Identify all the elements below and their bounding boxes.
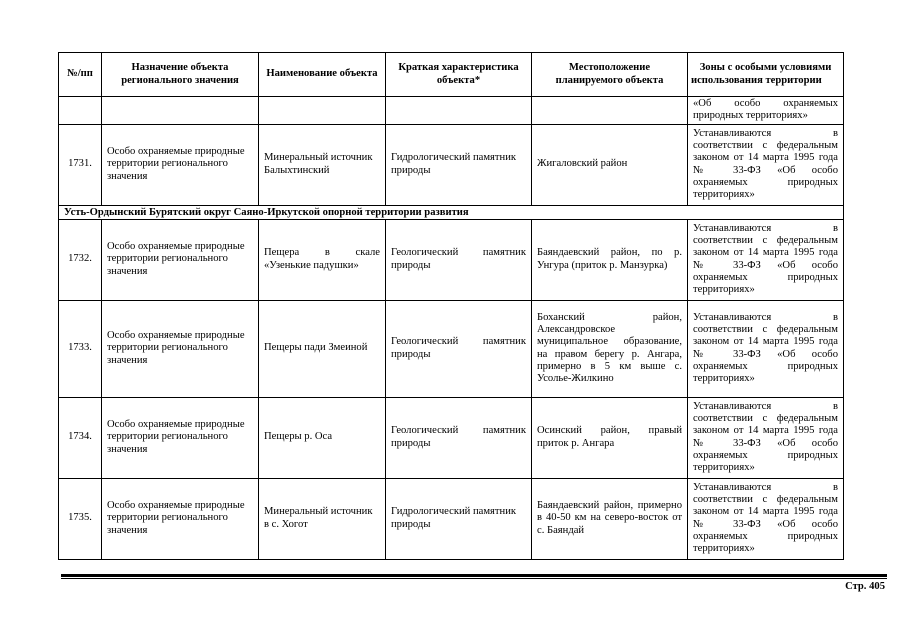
header-purpose: Назначение объекта регионального значения	[102, 53, 259, 97]
header-zones: Зоны с особыми условиями использования территории	[688, 53, 844, 97]
table-row	[59, 124, 844, 205]
cell-num: 1733.	[59, 300, 102, 397]
header-num: №/пп	[59, 53, 102, 97]
cell-location: Баяндаевский район, примерно в 40-50 км на северо-восток от с. Баяндай	[532, 478, 688, 559]
cell-characteristic: Геологический памятник природы	[386, 219, 532, 300]
cell-zone: Устанавливаются в соответствии с федеральным законом от 14 марта 1995 года № 33-ФЗ «Об особо охраняемых природных территориях»	[688, 478, 844, 559]
cell-purpose: Особо охраняемые природные территории регионального значения	[102, 478, 259, 559]
footer-rule-thin	[61, 578, 887, 579]
cell-name: Минеральный источник в с. Хогот	[259, 478, 386, 559]
cell-num: 1732.	[59, 219, 102, 300]
table-row	[59, 219, 844, 300]
cell-purpose: Особо охраняемые природные территории регионального значения	[102, 124, 259, 205]
cell-zone: Устанавливаются в соответствии с федеральным законом от 14 марта 1995 года № 33-ФЗ «Об особо охраняемых природных территориях»	[688, 219, 844, 300]
cell-name: Пещеры р. Оса	[259, 397, 386, 478]
table-row-continuation	[59, 97, 844, 125]
table-row	[59, 300, 844, 397]
cell-name: Пещера в скале «Узенькие падушки»	[259, 219, 386, 300]
cell-num: 1731.	[59, 124, 102, 205]
region-row	[59, 205, 844, 219]
cell-empty	[259, 97, 386, 125]
cell-zone: Устанавливаются в соответствии с федеральным законом от 14 марта 1995 года № 33-ФЗ «Об особо охраняемых природных территориях»	[688, 397, 844, 478]
cell-location: Баяндаевский район, по р. Унгура (приток р. Манзурка)	[532, 219, 688, 300]
cell-purpose: Особо охраняемые природные территории регионального значения	[102, 219, 259, 300]
cell-purpose: Особо охраняемые природные территории регионального значения	[102, 300, 259, 397]
footer-rule-thick	[61, 574, 887, 577]
page-number: Стр. 405	[845, 581, 885, 592]
cell-empty	[386, 97, 532, 125]
cell-characteristic: Геологический памятник природы	[386, 300, 532, 397]
table-row	[59, 397, 844, 478]
header-location: Местоположение планируемого объекта	[532, 53, 688, 97]
cell-characteristic: Гидрологический памятник природы	[386, 478, 532, 559]
table-header-row	[59, 53, 844, 97]
cell-purpose: Особо охраняемые природные территории регионального значения	[102, 397, 259, 478]
cell-zone: Устанавливаются в соответствии с федеральным законом от 14 марта 1995 года № 33-ФЗ «Об особо охраняемых природных территориях»	[688, 124, 844, 205]
region-heading: Усть-Ордынский Бурятский округ Саяно-Иркутской опорной территории развития	[59, 205, 844, 219]
cell-empty	[532, 97, 688, 125]
table-row	[59, 478, 844, 559]
cell-zone: «Об особо охраняемых природных территориях»	[688, 97, 844, 125]
cell-num: 1735.	[59, 478, 102, 559]
cell-location: Боханский район, Александровское муниципальное образование, на правом берегу р. Ангара, примерно в 5 км выше с. Усолье-Жилкино	[532, 300, 688, 397]
cell-empty	[102, 97, 259, 125]
cell-num: 1734.	[59, 397, 102, 478]
cell-name: Пещеры пади Змеиной	[259, 300, 386, 397]
cell-zone: Устанавливаются в соответствии с федеральным законом от 14 марта 1995 года № 33-ФЗ «Об особо охраняемых природных территориях»	[688, 300, 844, 397]
cell-name: Минеральный источник Балыхтинский	[259, 124, 386, 205]
cell-location: Жигаловский район	[532, 124, 688, 205]
cell-location: Осинский район, правый приток р. Ангара	[532, 397, 688, 478]
cell-characteristic: Гидрологический памятник природы	[386, 124, 532, 205]
cell-characteristic: Геологический памятник природы	[386, 397, 532, 478]
header-name: Наименование объекта	[259, 53, 386, 97]
objects-table	[58, 52, 844, 560]
cell-empty	[59, 97, 102, 125]
header-characteristic: Краткая характеристика объекта*	[386, 53, 532, 97]
